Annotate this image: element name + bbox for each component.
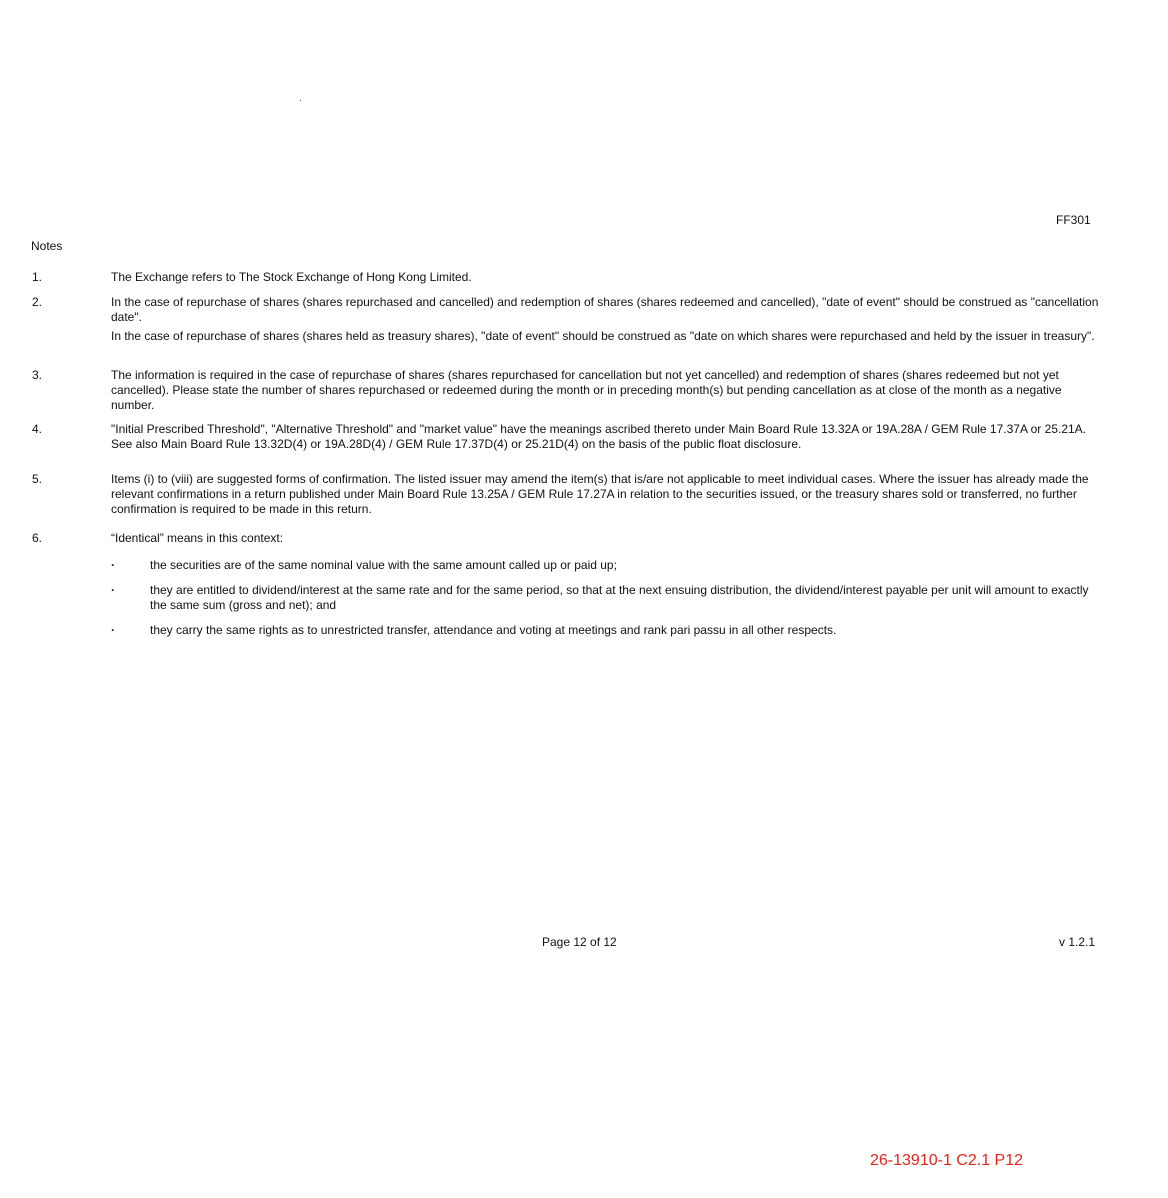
- note-number: 2.: [32, 295, 43, 309]
- note-paragraph: Items (i) to (viii) are suggested forms of confirmation. The listed issuer may amend the item(s) that is/are not applicable to meet individual cases. Where the issuer has already made the relevant confirmations in a return published under Main Board Rule 13.25A / GEM Rule 17.27A in relation to the securities issued, or the treasury shares sold or transferred, no further confirmation is required to be made in this return.: [111, 472, 1089, 516]
- note-paragraph: The Exchange refers to The Stock Exchange of Hong Kong Limited.: [111, 270, 472, 284]
- note-number: 1.: [32, 270, 43, 284]
- note-body: [111, 270, 1106, 288]
- bullet-icon: ·: [111, 558, 115, 572]
- bullet-icon: ·: [111, 623, 115, 637]
- form-code: FF301: [1056, 213, 1091, 227]
- note-number: 5.: [32, 472, 43, 486]
- notes-heading: Notes: [31, 239, 63, 253]
- note-body: [111, 422, 1106, 455]
- note-paragraph: In the case of repurchase of shares (shares repurchased and cancelled) and redemption of shares (shares redeemed and cancelled), "date of event" should be construed as "cancellation date".: [111, 295, 1099, 324]
- list-item-text: they carry the same rights as to unrestricted transfer, attendance and voting at meetings and rank pari passu in all other respects.: [150, 623, 837, 637]
- document-reference-stamp: 26-13910-1 C2.1 P12: [870, 1152, 1023, 1169]
- note-number: 3.: [32, 368, 43, 382]
- note-paragraph: “Identical” means in this context:: [111, 531, 284, 545]
- note-body: [111, 368, 1106, 416]
- note-body: [111, 295, 1106, 347]
- note-body: [111, 531, 1106, 549]
- note-body: [111, 472, 1106, 520]
- list-item-text: they are entitled to dividend/interest at the same rate and for the same period, so that at the next ensuing distribution, the dividend/interest payable per unit will amount to exactly the same sum (gross and net); and: [150, 583, 1089, 612]
- note-number: 6.: [32, 531, 43, 545]
- note-paragraph: "Initial Prescribed Threshold", "Alternative Threshold" and "market value" have the meanings ascribed thereto under Main Board Rule 13.32A or 19A.28A / GEM Rule 17.37A or 25.21A. See also Main Board Rule 13.32D(4) or 19A.28D(4) / GEM Rule 17.37D(4) or 25.21D(4) on the basis of the public float disclosure.: [111, 422, 1087, 451]
- bullet-icon: ·: [111, 583, 115, 597]
- version-label: v 1.2.1: [1059, 935, 1096, 949]
- page-number: Page 12 of 12: [542, 935, 617, 949]
- list-item-text: the securities are of the same nominal value with the same amount called up or paid up;: [150, 558, 617, 572]
- note-number: 4.: [32, 422, 43, 436]
- note-paragraph: The information is required in the case of repurchase of shares (shares repurchased for cancellation but not yet cancelled) and redemption of shares (shares redeemed but not yet cancelled). Please state the number of shares repurchased or redeemed during the month or in preceding month(s) but pending cancellation as at close of the month as a negative number.: [111, 368, 1062, 412]
- stray-mark: [300, 100, 301, 101]
- note-paragraph: In the case of repurchase of shares (shares held as treasury shares), "date of event" should be construed as "date on which shares were repurchased and held by the issuer in treasury".: [111, 329, 1095, 343]
